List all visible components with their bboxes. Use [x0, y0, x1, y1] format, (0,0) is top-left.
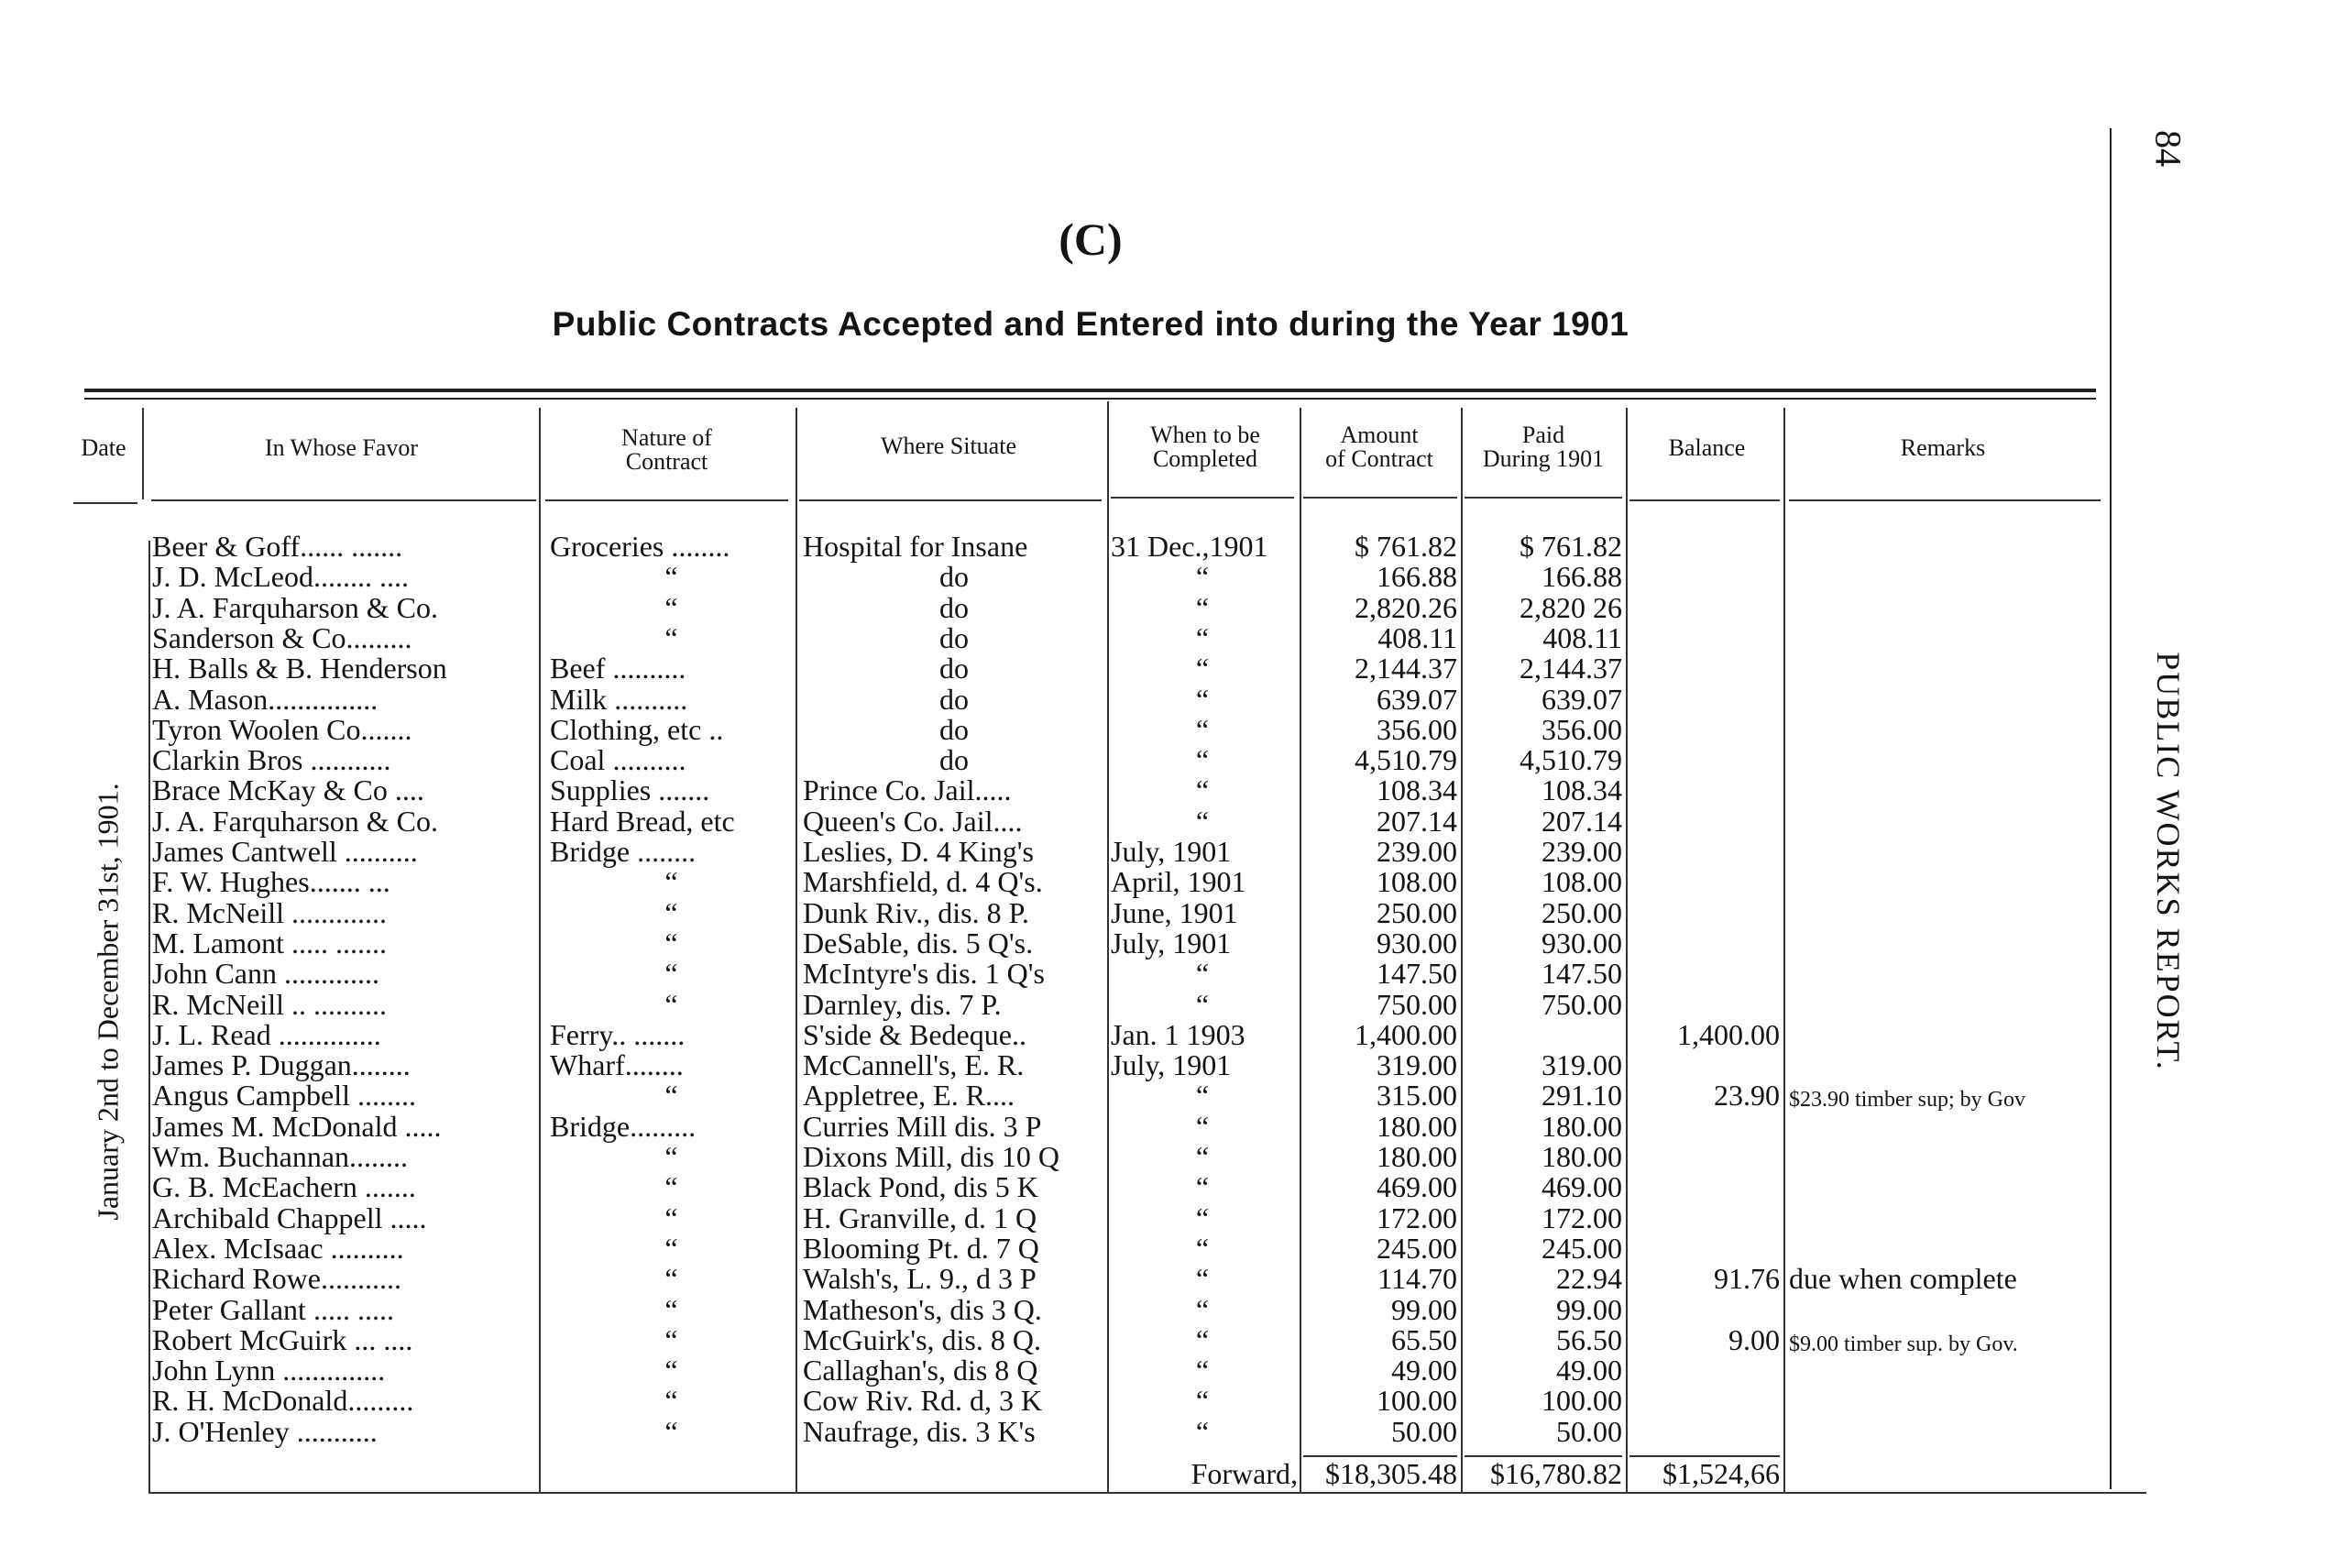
cell-when: June, 1901 [1111, 895, 1238, 929]
cell-amount: 166.88 [1377, 560, 1457, 594]
cell-when: “ [1195, 1079, 1210, 1113]
cell-where: Curries Mill dis. 3 P [803, 1109, 1042, 1143]
header-rule [151, 499, 536, 501]
cell-paid: 22.94 [1556, 1262, 1622, 1296]
cell-amount: 930.00 [1377, 926, 1457, 959]
cell-where: McCannell's, E. R. [803, 1048, 1025, 1082]
cell-favor: J. L. Read .............. [152, 1017, 381, 1051]
cell-amount: $ 761.82 [1355, 530, 1457, 563]
cell-nature: Coal .......... [550, 743, 686, 777]
cell-amount: 99.00 [1391, 1292, 1457, 1326]
cell-where: Queen's Co. Jail.... [803, 804, 1023, 838]
cell-nature: Wharf........ [550, 1048, 684, 1082]
cell-when: “ [1195, 1231, 1210, 1265]
right-margin-rule [2110, 128, 2112, 1489]
cell-when: “ [1195, 1201, 1210, 1234]
cell-where: Callaghan's, dis 8 Q [803, 1354, 1038, 1387]
cell-nature: “ [664, 895, 678, 929]
cell-where: McIntyre's dis. 1 Q's [803, 957, 1045, 991]
cell-favor: M. Lamont ..... ....... [152, 926, 387, 959]
cell-when: “ [1195, 590, 1210, 624]
cell-where: do [939, 652, 969, 685]
header-rule [545, 499, 788, 501]
cell-when: “ [1195, 652, 1210, 685]
cell-nature: “ [664, 1079, 678, 1113]
cell-paid: 56.50 [1556, 1322, 1622, 1356]
cell-when: “ [1195, 1170, 1210, 1204]
cell-when: “ [1195, 682, 1210, 716]
cell-favor: A. Mason............... [152, 682, 379, 716]
totals-paid: $16,780.82 [1490, 1457, 1622, 1490]
cell-remarks: $9.00 timber sup. by Gov. [1789, 1332, 2018, 1356]
cell-where: Blooming Pt. d. 7 Q [803, 1231, 1039, 1265]
cell-amount: 108.00 [1377, 865, 1457, 899]
cell-where: do [939, 682, 969, 716]
cell-paid: 245.00 [1542, 1231, 1622, 1265]
cell-when: July, 1901 [1111, 1048, 1232, 1082]
cell-balance: 9.00 [1728, 1322, 1780, 1356]
cell-amount: 239.00 [1377, 835, 1457, 868]
cell-paid: 639.07 [1542, 682, 1622, 716]
header-paid: Paid During 1901 [1482, 422, 1605, 472]
cell-nature: “ [664, 1170, 678, 1204]
cell-nature: “ [664, 1322, 678, 1356]
cell-when: “ [1195, 620, 1210, 654]
col-line [148, 541, 150, 1494]
header-rule [1465, 497, 1622, 499]
cell-paid: 408.11 [1542, 620, 1622, 654]
cell-amount: 147.50 [1377, 957, 1457, 991]
header-rule [1629, 499, 1780, 501]
top-rule-thick [84, 389, 2096, 392]
cell-when: July, 1901 [1111, 835, 1232, 868]
cell-when: “ [1195, 1322, 1210, 1356]
bottom-rule [148, 1492, 2146, 1494]
cell-nature: “ [664, 987, 678, 1021]
cell-when: “ [1195, 560, 1210, 594]
cell-paid: 180.00 [1542, 1140, 1622, 1173]
cell-paid: 180.00 [1542, 1109, 1622, 1143]
cell-favor: Clarkin Bros ........... [152, 743, 391, 777]
page-title: Public Contracts Accepted and Entered into during the Year 1901 [552, 305, 1629, 343]
cell-paid: 4,510.79 [1520, 743, 1622, 777]
cell-when: “ [1195, 804, 1210, 838]
header-remarks: Remarks [1900, 434, 1986, 461]
cell-favor: James M. McDonald ..... [152, 1109, 442, 1143]
cell-when: “ [1195, 987, 1210, 1021]
cell-amount: 4,510.79 [1355, 743, 1457, 777]
cell-amount: 1,400.00 [1355, 1017, 1457, 1051]
cell-remarks: due when complete [1789, 1262, 2017, 1296]
cell-paid: 750.00 [1542, 987, 1622, 1021]
header-rule [73, 502, 137, 504]
cell-when: 31 Dec.,1901 [1111, 530, 1268, 563]
cell-amount: 180.00 [1377, 1109, 1457, 1143]
cell-paid: 108.34 [1542, 773, 1622, 807]
cell-balance: 91.76 [1714, 1262, 1780, 1296]
cell-when: “ [1195, 1109, 1210, 1143]
cell-amount: 2,820.26 [1355, 590, 1457, 624]
cell-paid: 108.00 [1542, 865, 1622, 899]
cell-nature: “ [664, 1414, 678, 1448]
cell-favor: Tyron Woolen Co....... [152, 712, 412, 746]
cell-where: H. Granville, d. 1 Q [803, 1201, 1037, 1234]
cell-nature: “ [664, 620, 678, 654]
cell-paid: $ 761.82 [1520, 530, 1622, 563]
cell-nature: “ [664, 1384, 678, 1418]
cell-favor: Sanderson & Co......... [152, 620, 412, 654]
totals-label: Forward, [1190, 1457, 1298, 1490]
cell-favor: Brace McKay & Co .... [152, 773, 424, 807]
top-rule-thin [84, 398, 2096, 400]
header-favor: In Whose Favor [264, 434, 419, 461]
cell-favor: James P. Duggan........ [152, 1048, 411, 1082]
cell-nature: “ [664, 1262, 678, 1296]
cell-favor: J. A. Farquharson & Co. [152, 804, 438, 838]
cell-nature: Bridge......... [550, 1109, 697, 1143]
cell-where: McGuirk's, dis. 8 Q. [803, 1322, 1041, 1356]
cell-when: “ [1195, 1384, 1210, 1418]
cell-favor: John Lynn .............. [152, 1354, 386, 1387]
cell-amount: 319.00 [1377, 1048, 1457, 1082]
cell-paid: 2,820 26 [1520, 590, 1622, 624]
cell-amount: 639.07 [1377, 682, 1457, 716]
cell-nature: Bridge ........ [550, 835, 697, 868]
cell-paid: 930.00 [1542, 926, 1622, 959]
cell-favor: Archibald Chappell ..... [152, 1201, 427, 1234]
header-rule [1789, 499, 2101, 501]
cell-when: “ [1195, 1262, 1210, 1296]
cell-where: do [939, 712, 969, 746]
cell-when: July, 1901 [1111, 926, 1232, 959]
cell-where: Darnley, dis. 7 P. [803, 987, 1002, 1021]
cell-remarks: $23.90 timber sup; by Gov [1789, 1088, 2025, 1113]
header-rule [1303, 497, 1457, 499]
cell-favor: James Cantwell .......... [152, 835, 418, 868]
cell-when: “ [1195, 1414, 1210, 1448]
cell-where: Dixons Mill, dis 10 Q [803, 1140, 1060, 1173]
cell-paid: 356.00 [1542, 712, 1622, 746]
cell-amount: 356.00 [1377, 712, 1457, 746]
cell-nature: “ [664, 1231, 678, 1265]
cell-paid: 469.00 [1542, 1170, 1622, 1204]
cell-nature: “ [664, 926, 678, 959]
cell-where: Naufrage, dis. 3 K's [803, 1414, 1036, 1448]
header-balance: Balance [1668, 434, 1746, 461]
cell-amount: 315.00 [1377, 1079, 1457, 1113]
totals-balance: $1,524,66 [1662, 1457, 1780, 1490]
cell-nature: “ [664, 957, 678, 991]
cell-amount: 108.34 [1377, 773, 1457, 807]
cell-favor: J. A. Farquharson & Co. [152, 590, 438, 624]
cell-favor: Richard Rowe........... [152, 1262, 401, 1296]
cell-where: S'side & Bedeque.. [803, 1017, 1026, 1051]
header-amount: Amount of Contract [1325, 422, 1433, 472]
cell-nature: Beef .......... [550, 652, 686, 685]
cell-paid: 291.10 [1542, 1079, 1622, 1113]
cell-amount: 750.00 [1377, 987, 1457, 1021]
cell-favor: H. Balls & B. Henderson [152, 652, 447, 685]
cell-favor: Wm. Buchannan........ [152, 1140, 409, 1173]
cell-amount: 2,144.37 [1355, 652, 1457, 685]
cell-paid: 207.14 [1542, 804, 1622, 838]
cell-amount: 49.00 [1391, 1354, 1457, 1387]
cell-nature: Milk .......... [550, 682, 688, 716]
cell-favor: Robert McGuirk ... .... [152, 1322, 413, 1356]
cell-amount: 100.00 [1377, 1384, 1457, 1418]
cell-favor: R. McNeill .. .......... [152, 987, 387, 1021]
col-line [142, 408, 144, 499]
cell-where: Dunk Riv., dis. 8 P. [803, 895, 1029, 929]
cell-when: “ [1195, 773, 1210, 807]
cell-where: Leslies, D. 4 King's [803, 835, 1034, 868]
cell-amount: 180.00 [1377, 1140, 1457, 1173]
cell-favor: Beer & Goff...... ....... [152, 530, 403, 563]
cell-amount: 245.00 [1377, 1231, 1457, 1265]
cell-amount: 408.11 [1377, 620, 1457, 654]
cell-nature: Hard Bread, etc [550, 804, 735, 838]
totals-amount: $18,305.48 [1325, 1457, 1457, 1490]
cell-where: Matheson's, dis 3 Q. [803, 1292, 1042, 1326]
header-when: When to be Completed [1150, 422, 1260, 472]
cell-paid: 319.00 [1542, 1048, 1622, 1082]
cell-nature: “ [664, 1354, 678, 1387]
cell-where: Black Pond, dis 5 K [803, 1170, 1038, 1204]
cell-paid: 147.50 [1542, 957, 1622, 991]
cell-favor: Angus Campbell ........ [152, 1079, 416, 1113]
cell-where: Appletree, E. R.... [803, 1079, 1015, 1113]
cell-where: Hospital for Insane [803, 530, 1028, 563]
cell-where: Marshfield, d. 4 Q's. [803, 865, 1043, 899]
cell-paid: 50.00 [1556, 1414, 1622, 1448]
cell-amount: 469.00 [1377, 1170, 1457, 1204]
cell-favor: R. McNeill ............. [152, 895, 387, 929]
cell-nature: “ [664, 560, 678, 594]
cell-nature: “ [664, 865, 678, 899]
cell-where: Walsh's, L. 9., d 3 P [803, 1262, 1037, 1296]
cell-nature: Groceries ........ [550, 530, 730, 563]
cell-paid: 100.00 [1542, 1384, 1622, 1418]
cell-favor: J. O'Henley ........... [152, 1414, 378, 1448]
cell-nature: “ [664, 1292, 678, 1326]
cell-where: do [939, 560, 969, 594]
cell-where: do [939, 590, 969, 624]
cell-nature: Clothing, etc .. [550, 712, 724, 746]
col-line [1107, 401, 1109, 1494]
cell-favor: F. W. Hughes....... ... [152, 865, 390, 899]
cell-favor: J. D. McLeod........ .... [152, 560, 409, 594]
cell-paid: 239.00 [1542, 835, 1622, 868]
cell-when: “ [1195, 957, 1210, 991]
cell-when: Jan. 1 1903 [1111, 1017, 1245, 1051]
cell-nature: Ferry.. ....... [550, 1017, 686, 1051]
cell-where: DeSable, dis. 5 Q's. [803, 926, 1034, 959]
header-where: Where Situate [881, 433, 1016, 459]
cell-when: “ [1195, 1140, 1210, 1173]
cell-amount: 50.00 [1391, 1414, 1457, 1448]
cell-when: “ [1195, 712, 1210, 746]
cell-paid: 99.00 [1556, 1292, 1622, 1326]
cell-favor: G. B. McEachern ....... [152, 1170, 416, 1204]
cell-amount: 207.14 [1377, 804, 1457, 838]
cell-paid: 2,144.37 [1520, 652, 1622, 685]
cell-when: April, 1901 [1111, 865, 1246, 899]
cell-balance: 23.90 [1714, 1079, 1780, 1113]
cell-favor: Peter Gallant ..... ..... [152, 1292, 394, 1326]
cell-nature: “ [664, 1140, 678, 1173]
cell-amount: 172.00 [1377, 1201, 1457, 1234]
cell-where: Prince Co. Jail..... [803, 773, 1012, 807]
header-nature: Nature of Contract [621, 424, 712, 475]
cell-paid: 250.00 [1542, 895, 1622, 929]
cell-paid: 166.88 [1542, 560, 1622, 594]
cell-amount: 114.70 [1377, 1262, 1457, 1296]
cell-nature: “ [664, 590, 678, 624]
cell-when: “ [1195, 1354, 1210, 1387]
col-line [1783, 408, 1785, 1494]
section-mark: (C) [1059, 214, 1123, 265]
cell-where: do [939, 743, 969, 777]
cell-paid: 172.00 [1542, 1201, 1622, 1234]
cell-when: “ [1195, 743, 1210, 777]
col-line [795, 408, 797, 1494]
cell-when: “ [1195, 1292, 1210, 1326]
header-date: Date [81, 434, 126, 461]
header-rule [799, 499, 1102, 501]
cell-nature: Supplies ....... [550, 773, 710, 807]
cell-favor: Alex. McIsaac .......... [152, 1231, 404, 1265]
cell-nature: “ [664, 1201, 678, 1234]
cell-where: do [939, 620, 969, 654]
cell-paid: 49.00 [1556, 1354, 1622, 1387]
col-line [539, 408, 541, 1494]
cell-balance: 1,400.00 [1677, 1017, 1780, 1051]
cell-favor: John Cann ............. [152, 957, 379, 991]
cell-favor: R. H. McDonald......... [152, 1384, 414, 1418]
cell-amount: 65.50 [1391, 1322, 1457, 1356]
cell-where: Cow Riv. Rd. d, 3 K [803, 1384, 1043, 1418]
cell-amount: 250.00 [1377, 895, 1457, 929]
header-rule [1111, 497, 1294, 499]
